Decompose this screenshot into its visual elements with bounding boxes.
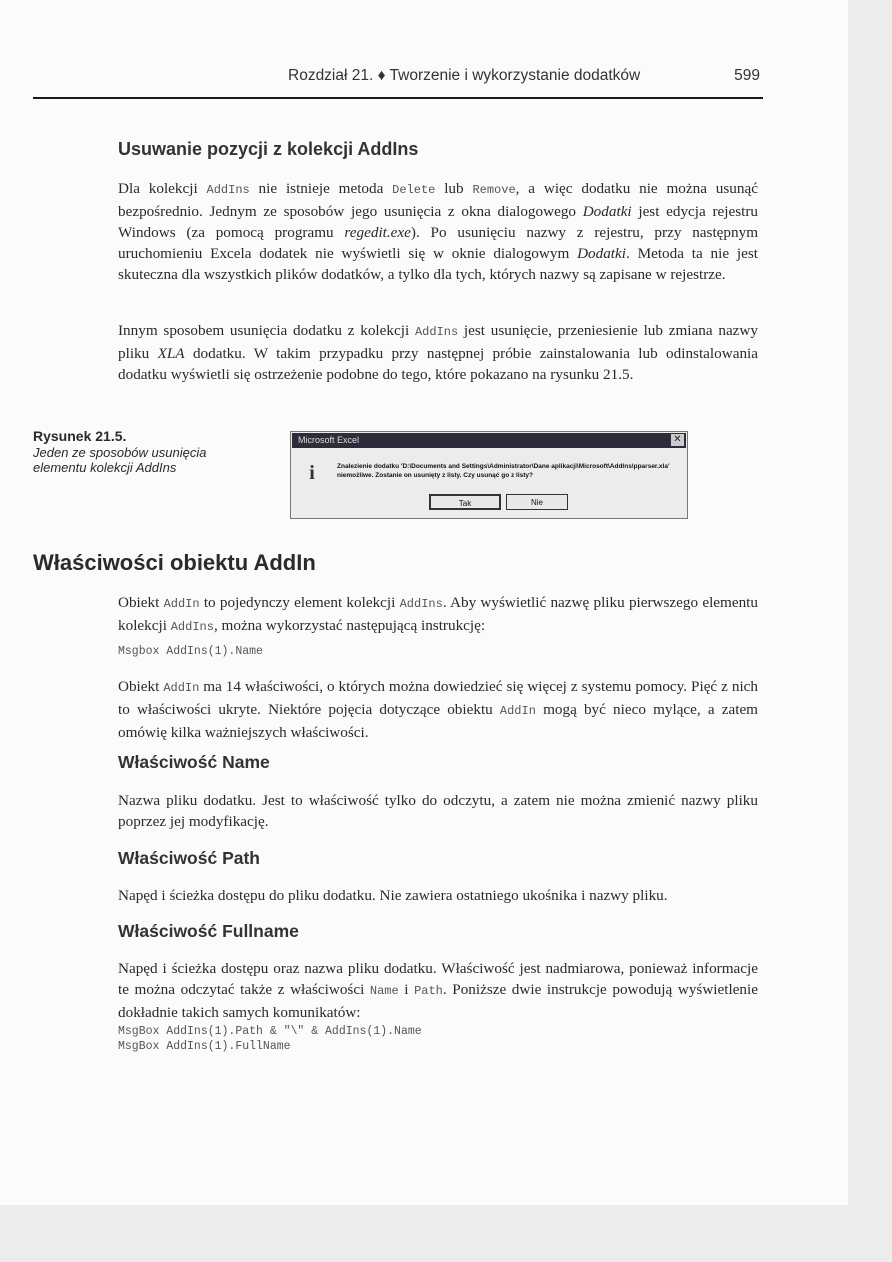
heading-name-property: Właściwość Name	[118, 752, 270, 772]
section-heading-remove: Usuwanie pozycji z kolekcji AddIns	[118, 139, 419, 159]
figure-caption	[33, 429, 223, 476]
paragraph-remove-2: Innym sposobem usunięcia dodatku z kolekcji AddIns jest usunięcie, przeniesienie lub zmiana nazwy pliku XLA dodatku. W takim przypadku przy następnej próbie zainstalowania lub odinstalowania dodatku wyświetli się ostrzeżenie podobne do tego, które pokazano na rysunku 21.5.	[118, 322, 758, 383]
section-heading-properties: Właściwości obiektu AddIn	[33, 550, 316, 575]
chapter-title: Rozdział 21. ♦ Tworzenie i wykorzystanie dodatków	[288, 67, 641, 84]
code-msgbox-name: Msgbox AddIns(1).Name	[118, 645, 263, 658]
page-number: 599	[734, 67, 760, 84]
excel-warning-dialog	[290, 431, 688, 519]
code-msgbox-path: MsgBox AddIns(1).Path & "\" & AddIns(1).Name	[118, 1025, 422, 1038]
info-icon: i	[309, 462, 315, 484]
running-header	[288, 67, 760, 89]
yes-button[interactable]: Tak	[429, 494, 501, 510]
close-icon[interactable]: ✕	[671, 434, 684, 446]
code-msgbox-fullname: MsgBox AddIns(1).FullName	[118, 1040, 291, 1053]
paragraph-name-property: Nazwa pliku dodatku. Jest to właściwość tylko do odczytu, a zatem nie można zmienić nazwy pliku poprzez jej modyfikację.	[118, 792, 758, 830]
figure-label: Rysunek 21.5.	[33, 428, 127, 444]
paragraph-remove-1: Dla kolekcji AddIns nie istnieje metoda Delete lub Remove, a więc dodatku nie można usunąć bezpośrednio. Jednym ze sposobów jego usunięcia z okna dialogowego Dodatki jest edycja rejestru Windows (za pomocą programu regedit.exe). Po usunięciu nazwy z rejestru, przy następnym uruchomieniu Excela dodatek nie wyświetli się w oknie dialogowym Dodatki. Metoda ta nie jest skuteczna dla wszystkich plików dodatków, a tylko dla tych, których nazwy są zapisane w rejestrze.	[118, 180, 759, 283]
header-rule	[33, 97, 763, 99]
figure-caption-text: Jeden ze sposobów usunięcia elementu kolekcji AddIns	[33, 444, 207, 475]
dialog-message: Znalezienie dodatku 'D:\Documents and Settings\Administrator\Dane aplikacji\Microsoft\AddIns\pparser.xla' niemożliwe. Zostanie on usunięty z listy. Czy usunąć go z listy?	[337, 463, 670, 479]
heading-path-property: Właściwość Path	[118, 848, 260, 868]
dialog-title-bar	[292, 433, 686, 448]
paragraph-addin-1: Obiekt AddIn to pojedynczy element kolekcji AddIns. Aby wyświetlić nazwę pliku pierwszego elementu kolekcji AddIns, można wykorzystać następującą instrukcję:	[118, 594, 758, 634]
paragraph-path-property: Napęd i ścieżka dostępu do pliku dodatku. Nie zawiera ostatniego ukośnika i nazwy pliku.	[118, 887, 668, 904]
paragraph-addin-2: Obiekt AddIn ma 14 właściwości, o których można dowiedzieć się więcej z systemu pomocy. Pięć z nich to właściwości ukryte. Niektóre pojęcia dotyczące obiektu AddIn mogą być nieco mylące, a zatem omówię kilka ważniejszych właściwości.	[118, 678, 758, 741]
paragraph-fullname-property: Napęd i ścieżka dostępu oraz nazwa pliku dodatku. Właściwość jest nadmiarowa, ponieważ informacje te można odczytać także z właściwości Name i Path. Poniższe dwie instrukcje powodują wyświetlenie dokładnie takich samych komunikatów:	[118, 960, 758, 1021]
dialog-title: Microsoft Excel	[298, 435, 360, 445]
no-button[interactable]: Nie	[506, 494, 568, 510]
heading-fullname-property: Właściwość Fullname	[118, 921, 299, 941]
